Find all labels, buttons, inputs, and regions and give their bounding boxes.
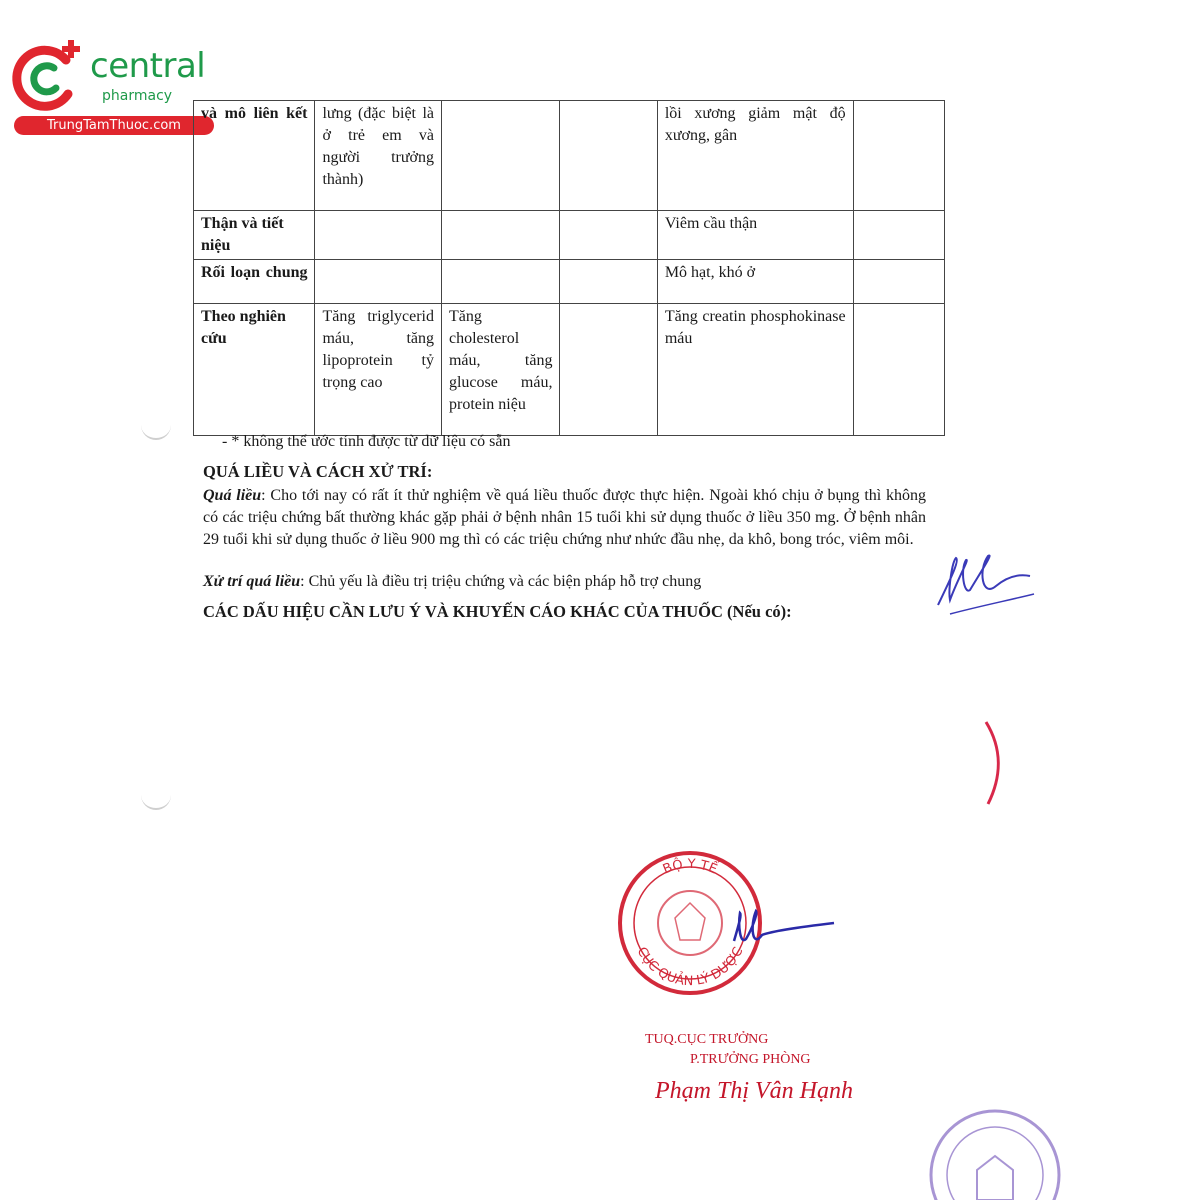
table-cell: Mô hạt, khó ở bbox=[657, 260, 853, 304]
red-pen-mark bbox=[978, 718, 1008, 808]
side-effects-table bbox=[193, 100, 945, 436]
table-cell bbox=[560, 260, 657, 304]
table-cell: Tăng creatin phosphokinase máu bbox=[657, 304, 853, 436]
pharmacy-stamp bbox=[925, 1100, 1065, 1200]
signature-title-1: TUQ.CỤC TRƯỞNG bbox=[645, 1032, 769, 1047]
table-cell bbox=[441, 211, 559, 260]
overdose-label: Quá liều bbox=[203, 487, 262, 504]
overdose-text: : Cho tới nay có rất ít thử nghiệm về quá liều thuốc được thực hiện. Ngoài khó chịu ở bụng thì không có các triệu chứng bất thường khác gặp phải ở bệnh nhân 15 tuổi khi sử dụng thuốc ở liều 350 mg. Ở bệnh nhân 29 tuổi khi sử dụng thuốc ở liều 900 mg thì có các triệu chứng như nhức đầu nhẹ, da khô, bong tróc, viêm môi. bbox=[203, 487, 927, 548]
table-cell-group: Rối loạn chung bbox=[194, 260, 315, 304]
table-cell bbox=[560, 211, 657, 260]
table-row bbox=[194, 101, 945, 211]
central-pharmacy-logo bbox=[10, 38, 220, 138]
punch-hole bbox=[141, 422, 171, 440]
table-cell bbox=[853, 260, 944, 304]
table-cell bbox=[853, 304, 944, 436]
table-cell: Viêm cầu thận bbox=[657, 211, 853, 260]
table-footnote: - * không thể ước tính được từ dữ liệu có sẵn bbox=[222, 433, 511, 450]
table-cell: Tăng triglycerid máu, tăng lipoprotein tỷ trọng cao bbox=[315, 304, 442, 436]
table-cell bbox=[560, 101, 657, 211]
table-cell bbox=[853, 211, 944, 260]
punch-hole bbox=[141, 792, 171, 810]
table-cell bbox=[853, 101, 944, 211]
table-cell: lồi xương giảm mật độ xương, gân bbox=[657, 101, 853, 211]
overdose-treatment-text: : Chủ yếu là điều trị triệu chứng và các biện pháp hỗ trợ chung bbox=[300, 573, 702, 590]
stamp-bottom-text: CỤC QUẢN LÝ DƯỢC bbox=[633, 944, 747, 990]
table-row bbox=[194, 304, 945, 436]
table-cell bbox=[315, 211, 442, 260]
logo-brand: central bbox=[90, 46, 206, 86]
table-cell bbox=[315, 260, 442, 304]
table-cell-group: Thận và tiết niệu bbox=[194, 211, 315, 260]
overdose-treatment-label: Xử trí quá liều bbox=[203, 573, 301, 590]
table-cell bbox=[560, 304, 657, 436]
table-cell-group: và mô liên kết bbox=[194, 101, 315, 211]
overdose-title: QUÁ LIỀU VÀ CÁCH XỬ TRÍ: bbox=[203, 462, 433, 481]
logo-c-icon bbox=[10, 38, 90, 118]
logo-subtitle: pharmacy bbox=[102, 88, 173, 104]
logo-website: TrungTamThuoc.com bbox=[14, 116, 214, 135]
table-cell bbox=[441, 101, 559, 211]
table-cell bbox=[441, 260, 559, 304]
overdose-treatment-paragraph bbox=[203, 571, 926, 593]
table-row bbox=[194, 211, 945, 260]
table-row bbox=[194, 260, 945, 304]
initials-signature bbox=[930, 540, 1040, 620]
table-cell: lưng (đặc biệt là ở trẻ em và người trưởng thành) bbox=[315, 101, 442, 211]
table-cell: Tăng cholesterol máu, tăng glucose máu, protein niệu bbox=[441, 304, 559, 436]
warnings-title: CÁC DẤU HIỆU CẦN LƯU Ý VÀ KHUYẾN CÁO KHÁC CỦA THUỐC (Nếu có): bbox=[203, 602, 792, 621]
signature-title-2: P.TRƯỞNG PHÒNG bbox=[690, 1052, 811, 1067]
table-cell-group: Theo nghiên cứu bbox=[194, 304, 315, 436]
overdose-paragraph bbox=[203, 485, 926, 551]
signer-name: Phạm Thị Vân Hạnh bbox=[655, 1078, 853, 1104]
ink-signature bbox=[730, 905, 840, 955]
stamp-top-text: BỘ Y TẾ bbox=[660, 856, 720, 878]
